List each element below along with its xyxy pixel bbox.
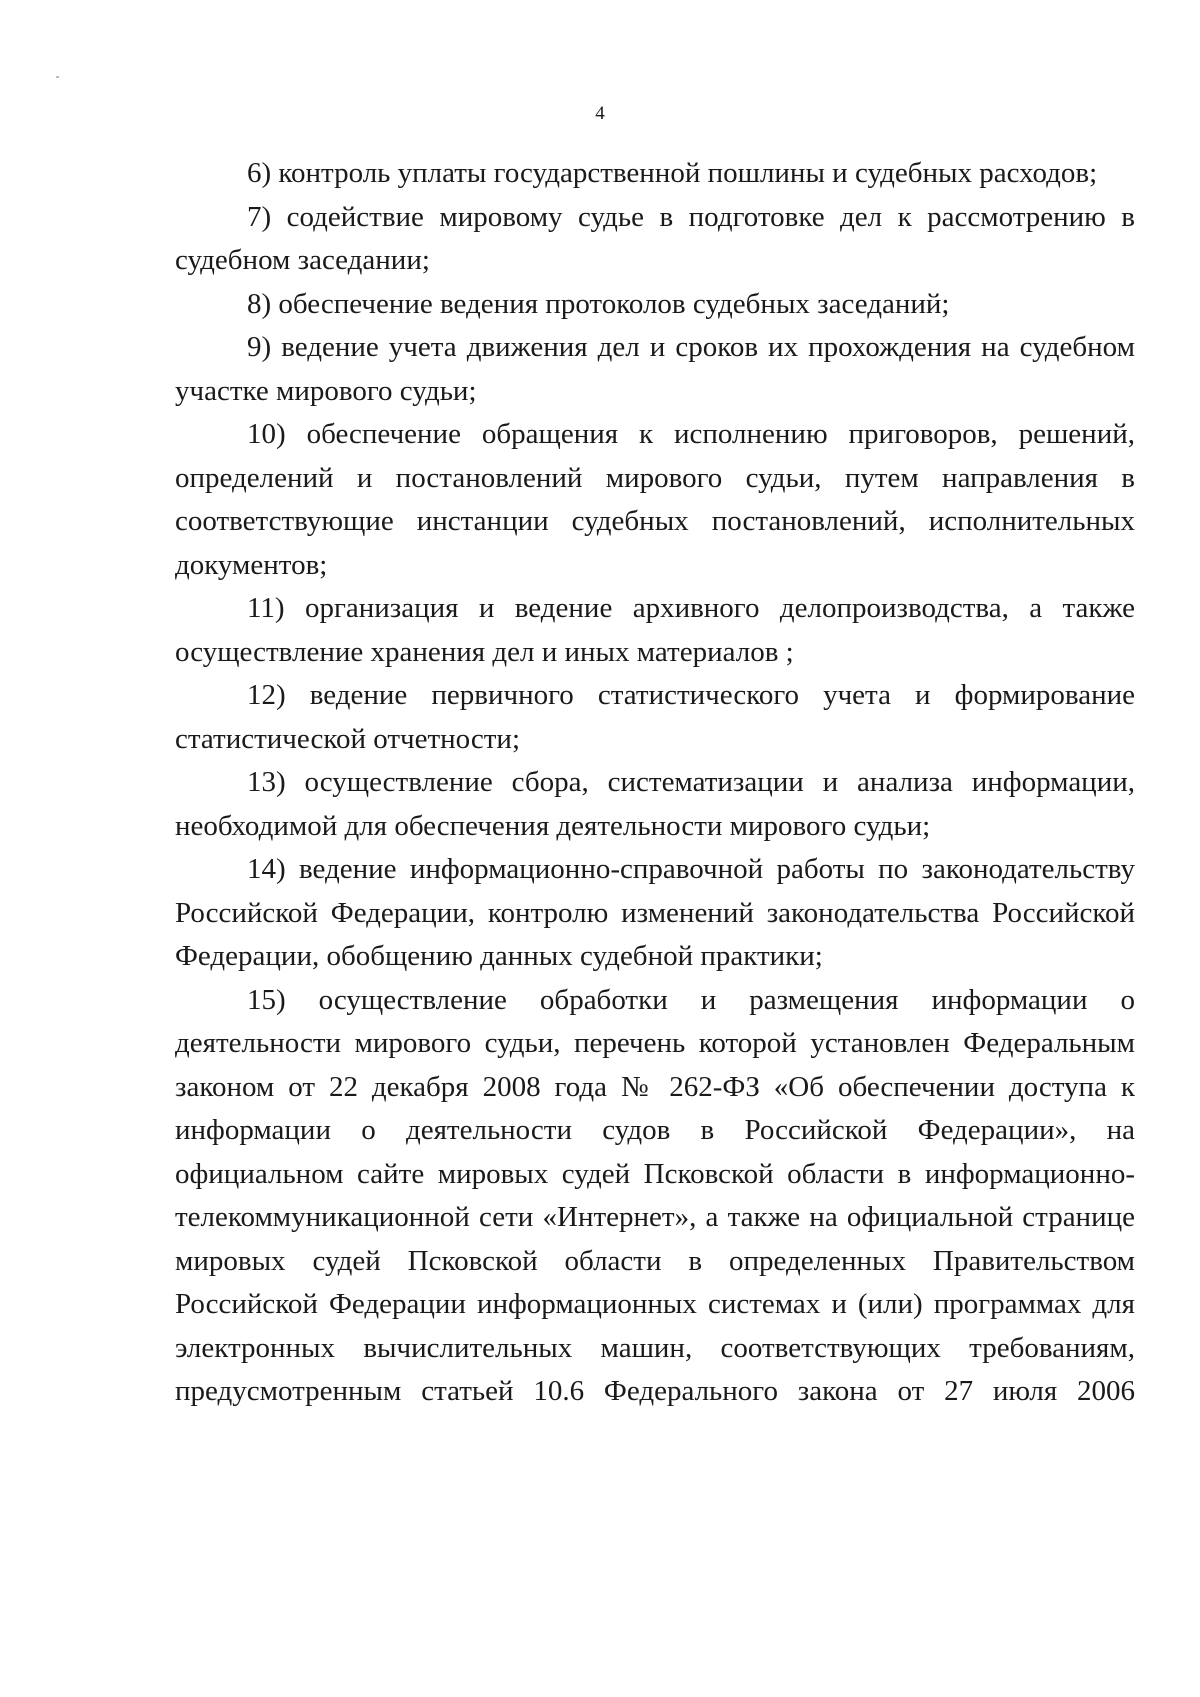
page-number: 4 bbox=[595, 103, 605, 124]
list-item-12: 12) ведение первичного статистического учета и формирование статистической отчетности; bbox=[175, 679, 1135, 755]
list-item-15: 15) осуществление обработки и размещения информации о деятельности мирового судьи, перечень которой установлен Федеральным законом от 22 декабря 2008 года № 262-ФЗ «Об обеспечении доступа к информации о деятельности судов в Российской Федерации», на официальном сайте мировых судей Псковской области в информационно-телекоммуникационной сети «Интернет», а также на официальной странице мировых судей Псковской области в определенных Правительством Российской Федерации информационных системах и (или) программах для электронных вычислительных машин, соответствующих требованиям, предусмотренным статьей 10.6 Федерального закона от 27 июля 2006 bbox=[175, 983, 1135, 1407]
scan-artifact-mark bbox=[56, 76, 59, 78]
list-item-14: 14) ведение информационно-справочной работы по законодательству Российской Федерации, контролю изменений законодательства Российской Федерации, обобщению данных судебной практики; bbox=[175, 853, 1135, 972]
list-item-6: 6) контроль уплаты государственной пошлины и судебных расходов; bbox=[247, 157, 1098, 189]
document-body bbox=[175, 152, 1135, 1414]
list-item-13: 13) осуществление сбора, систематизации и анализа информации, необходимой для обеспечения деятельности мирового судьи; bbox=[175, 766, 1135, 842]
list-item-8: 8) обеспечение ведения протоколов судебных заседаний; bbox=[247, 287, 950, 320]
list-item-11: 11) организация и ведение архивного делопроизводства, а также осуществление хранения дел и иных материалов ; bbox=[175, 592, 1135, 668]
list-item-7: 7) содействие мировому судье в подготовке дел к рассмотрению в судебном заседании; bbox=[175, 200, 1135, 276]
list-item-9: 9) ведение учета движения дел и сроков их прохождения на судебном участке мирового судьи; bbox=[175, 331, 1135, 407]
list-item-10: 10) обеспечение обращения к исполнению приговоров, решений, определений и постановлений мирового судьи, путем направления в соответствующие инстанции судебных постановлений, исполнительных документов; bbox=[175, 418, 1135, 581]
